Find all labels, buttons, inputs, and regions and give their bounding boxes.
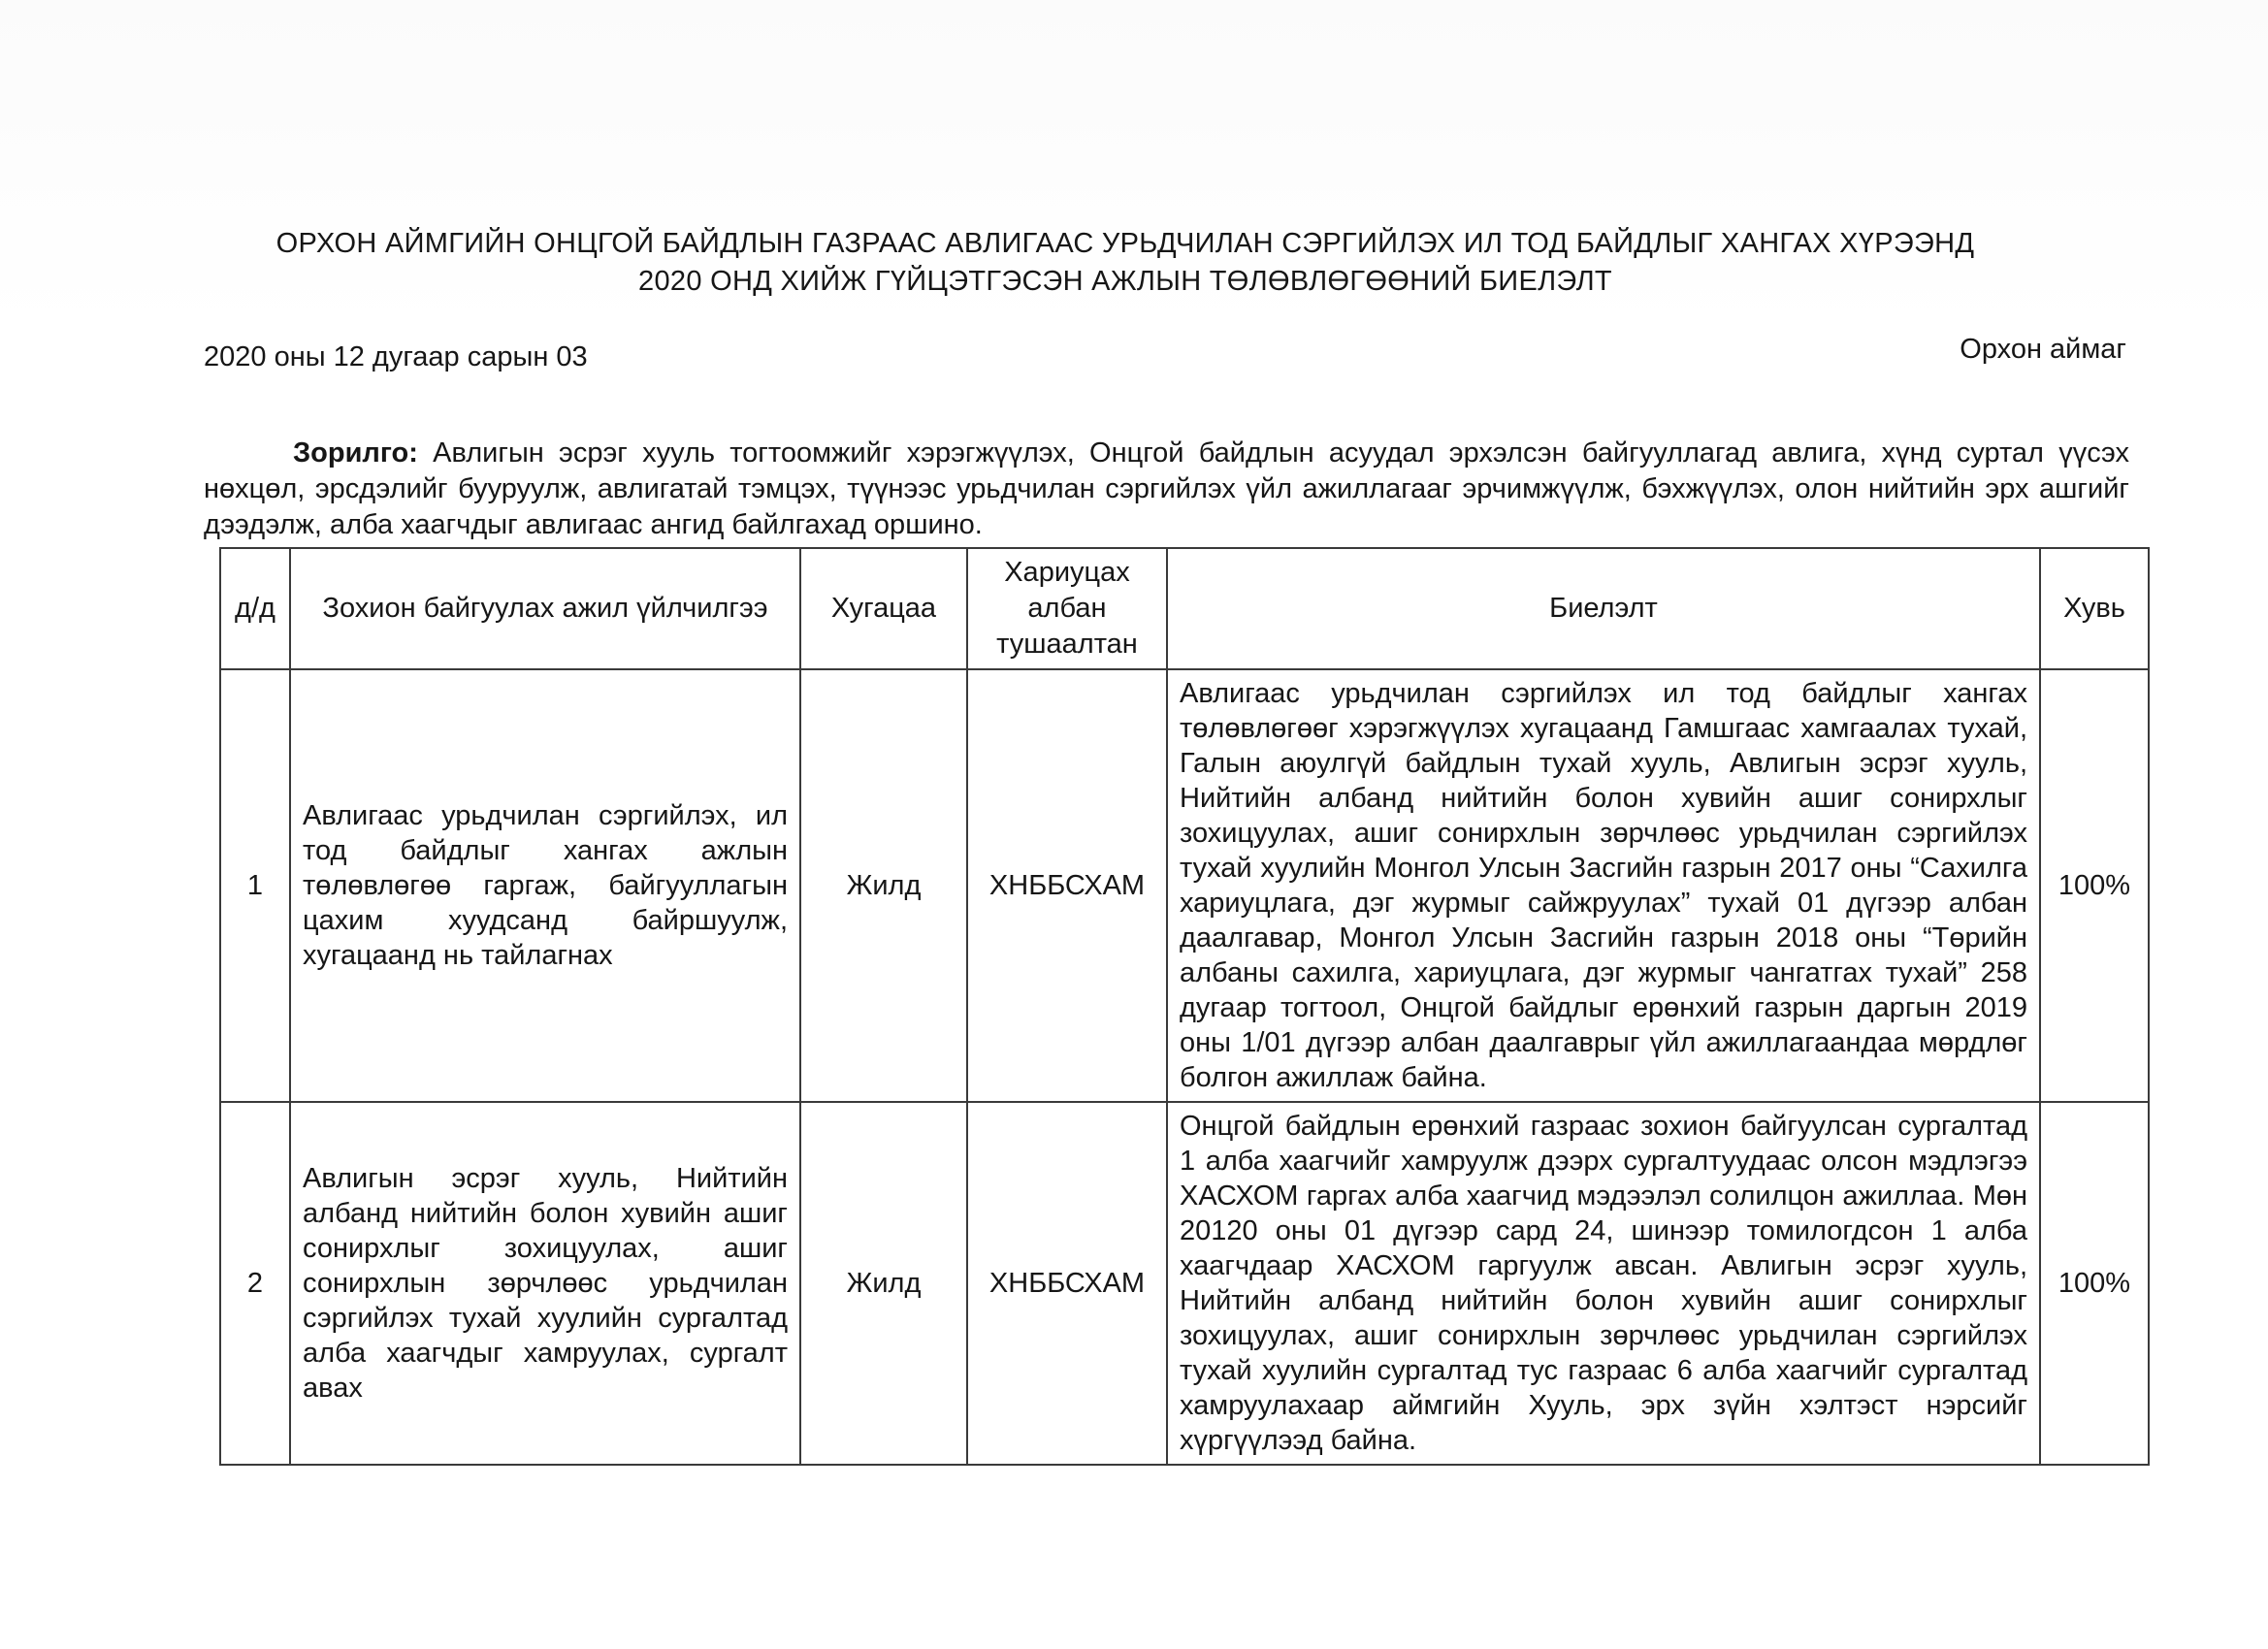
cell-execution: Авлигаас урьдчилан сэргийлэх ил тод байдлыг хангах төлөвлөгөөг хэрэгжүүлэх хугацаанд Гамшгаас хамгаалах тухай, Галын аюулгүй байдлын тухай хууль, Авлигын эсрэг хууль, Нийтийн албанд нийтийн болон хувийн ашиг сонирхлыг зохицуулах, ашиг сонирхлын зөрчлөөс урьдчилан сэргийлэх тухай хуулийн Монгол Улсын Засгийн газрын 2017 оны “Сахилга хариуцлага, дэг журмыг сайжруулах” тухай 01 дүгээр албан даалгавар, Монгол Улсын Засгийн газрын 2018 оны “Төрийн албаны сахилга, хариуцлага, дэг журмыг чангатгах тухай” 258 дугаар тогтоол, Онцгой байдлыг ерөнхий газрын даргын 2019 оны 1/01 дүгээр албан даалгаврыг үйл ажиллагаандаа мөрдлөг болгон ажиллаж байна. — [1167, 669, 2040, 1102]
header-percent: Хувь — [2040, 548, 2149, 669]
cell-task: Авлигын эсрэг хууль, Нийтийн албанд нийтийн болон хувийн ашиг сонирхлыг зохицуулах, ашиг сонирхлын зөрчлөөс урьдчилан сэргийлэх тухай хуулийн сургалтад алба хаагчдыг хамруулах, сургалт авах — [290, 1102, 800, 1465]
goal-text: Авлигын эсрэг хууль тогтоомжийг хэрэгжүүлэх, Онцгой байдлын асуудал эрхэлсэн байгууллагад авлига, хүнд суртал үүсэх нөхцөл, эрсдэлийг бууруулж, авлигатай тэмцэх, түүнээс урьдчилан сэргийлэх үйл ажиллагааг эрчимжүүлж, бэхжүүлэх, олон нийтийн эрх ашгийг дээдэлж, алба хаагчдыг авлигаас ангид байлгахад оршино. — [204, 437, 2129, 540]
header-execution: Биелэлт — [1167, 548, 2040, 669]
document-place: Орхон аймаг — [1960, 334, 2126, 365]
table-row — [220, 669, 2149, 1102]
cell-percent: 100% — [2040, 1102, 2149, 1465]
header-task: Зохион байгуулах ажил үйлчилгээ — [290, 548, 800, 669]
cell-task: Авлигаас урьдчилан сэргийлэх, ил тод байдлыг хангах ажлын төлөвлөгөө гаргаж, байгууллагын цахим хуудсанд байршуулж, хугацаанд нь тайлагнах — [290, 669, 800, 1102]
document-date: 2020 оны 12 дугаар сарын 03 — [204, 341, 588, 372]
header-num: д/д — [220, 548, 290, 669]
table-header-row — [220, 548, 2149, 669]
goal-label: Зорилго: — [293, 437, 418, 469]
cell-percent: 100% — [2040, 669, 2149, 1102]
cell-term: Жилд — [800, 1102, 967, 1465]
cell-responsible: ХНББСХАМ — [967, 1102, 1167, 1465]
cell-term: Жилд — [800, 669, 967, 1102]
header-responsible: Хариуцах албан тушаалтан — [967, 548, 1167, 669]
cell-num: 2 — [220, 1102, 290, 1465]
title-line-2: 2020 ОНД ХИЙЖ ГҮЙЦЭТГЭСЭН АЖЛЫН ТӨЛӨВЛӨГӨӨНИЙ БИЕЛЭЛТ — [638, 266, 1612, 297]
goal-paragraph — [204, 436, 2129, 543]
document-title — [155, 225, 2095, 301]
cell-responsible: ХНББСХАМ — [967, 669, 1167, 1102]
table-row — [220, 1102, 2149, 1465]
cell-num: 1 — [220, 669, 290, 1102]
cell-execution: Онцгой байдлын ерөнхий газраас зохион байгуулсан сургалтад 1 алба хаагчийг хамруулж дээрх сургалтуудаас олсон мэдлэгээ ХАСХОМ гаргах алба хаагчид мэдээлэл солилцон ажиллаа. Мөн 20120 оны 01 дүгээр сард 24, шинээр томилогдсон 1 алба хаагчдаар ХАСХОМ гаргуулж авсан. Авлигын эсрэг хууль, Нийтийн албанд нийтийн болон хувийн ашиг сонирхлыг зохицуулах, ашиг сонирхлын зөрчлөөс урьдчилан сэргийлэх тухай хуулийн сургалтад тус газраас 6 алба хаагчийг сургалтад хамруулахаар аймгийн Хууль, эрх зүйн хэлтэст нэрсийг хүргүүлээд байна. — [1167, 1102, 2040, 1465]
header-term: Хугацаа — [800, 548, 967, 669]
plan-table — [219, 547, 2150, 1466]
title-line-1: ОРХОН АЙМГИЙН ОНЦГОЙ БАЙДЛЫН ГАЗРААС АВЛИГААС УРЬДЧИЛАН СЭРГИЙЛЭХ ИЛ ТОД БАЙДЛЫГ ХАНГАХ ХҮРЭЭНД — [275, 228, 1975, 259]
